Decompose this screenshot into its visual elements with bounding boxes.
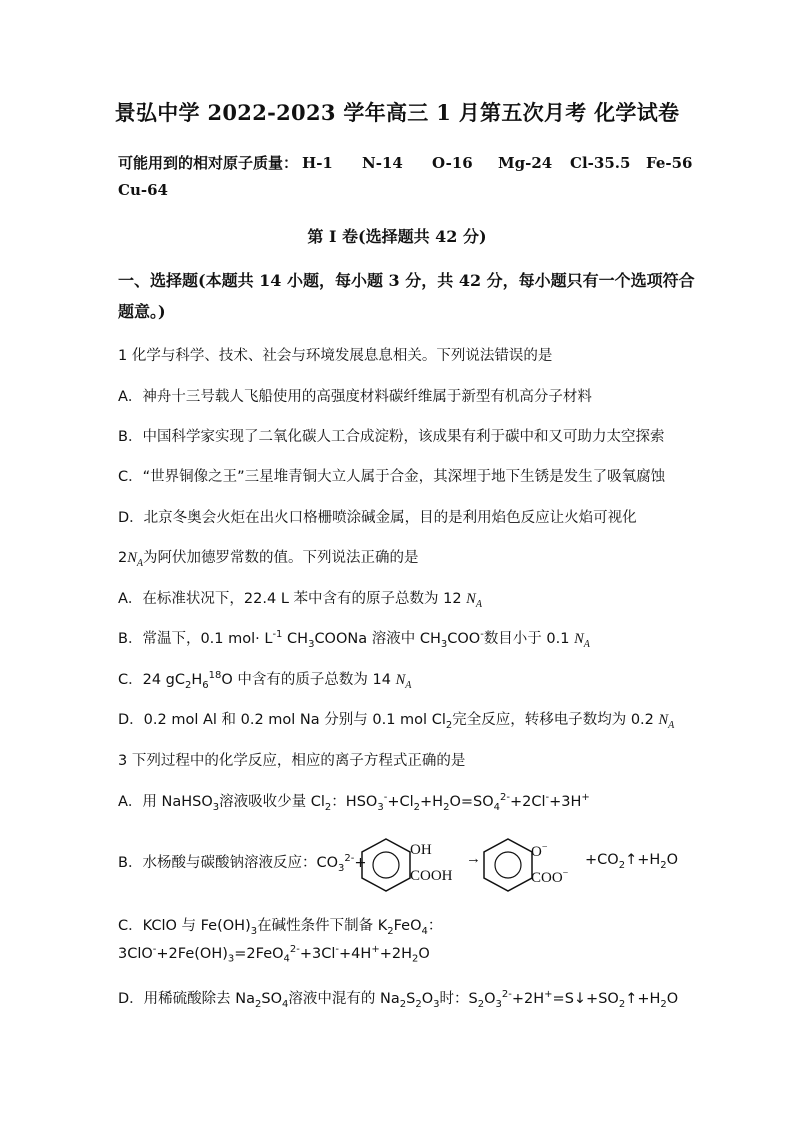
section-heading-line2: 题意。): [118, 302, 166, 321]
q3-option-b-products: $+CO_2↑+H_2O$: [585, 852, 679, 871]
q3-option-c-equation: $3ClO^-+2Fe(OH)_3=2FeO_4^{2-}+3Cl^-+4H^++2H_2O$: [118, 944, 430, 965]
oh-group-label: OH: [410, 842, 432, 858]
q1-stem: 1 化学与科学、技术、社会与环境发展息息相关。下列说法错误的是: [118, 348, 553, 364]
atomic-masses-label: 可能用到的相对原子质量：: [118, 154, 299, 172]
q3-option-c: C．KClO 与 $Fe(OH)_3$在碱性条件下制备 $K_2FeO_4$：: [118, 918, 443, 937]
q2-option-c: C．24 $gC_2H_6^{18}O$ 中含有的质子总数为 14 $N_A$: [118, 670, 412, 691]
mass-mg: Mg-24: [498, 154, 553, 172]
section-heading-line1: 一、选择题(本题共 14 小题，每小题 3 分，共 42 分，每小题只有一个选项符合: [118, 271, 695, 290]
q1-option-b: B．中国科学家实现了二氧化碳人工合成淀粉，该成果有利于碳中和又可助力太空探索: [118, 429, 665, 445]
q3-option-d: D．用稀硫酸除去 $Na_2SO_4$溶液中混有的 $Na_2S_2O_3$时：$S_2O_3^{2-}+2H^+=S↓+SO_2↑+H_2O$: [118, 989, 679, 1010]
q1-option-c: C．“世界铜像之王”三星堆青铜大立人属于合金，其深埋于地下生锈是发生了吸氧腐蚀: [118, 469, 666, 485]
mass-cl: Cl-35.5: [570, 154, 631, 172]
q3-option-b-label: B．水杨酸与碳酸钠溶液反应：$CO_3^{2-}+$: [118, 853, 367, 874]
q2-option-b: B．常温下，0.1 $mol\cdot L^{-1}$ $CH_3COONa$ 溶液中 $CH_3COO^-$数目小于 0.1 $N_A$: [118, 629, 590, 650]
part-title: 第 I 卷(选择题共 42 分): [307, 227, 487, 246]
q2-stem: $2N_A$为阿伏加德罗常数的值。下列说法正确的是: [118, 550, 419, 569]
q1-option-a: A．神舟十三号载人飞船使用的高强度材料碳纤维属于新型有机高分子材料: [118, 389, 592, 405]
salicylate-ring: [478, 836, 538, 892]
page-title: 景弘中学 2022-2023 学年高三 1 月第五次月考 化学试卷: [114, 100, 680, 125]
cooh-group-label: COOH: [410, 868, 453, 884]
salicylic-acid-ring: [356, 836, 416, 892]
reaction-arrow: →: [466, 851, 481, 867]
atomic-masses-line: [118, 152, 693, 173]
mass-cu: Cu-64: [118, 181, 168, 199]
coo-minus-label: COO−: [531, 868, 569, 886]
mass-n: N-14: [362, 154, 403, 172]
mass-h: H-1: [302, 154, 333, 172]
q2-option-a: A．在标准状况下，22.4 L 苯中含有的原子总数为 12 $N_A$: [118, 591, 482, 610]
q3-option-a: A．用 NaHSO$_3$溶液吸收少量 $Cl_2$：$HSO_3^-+Cl_2+H_2O=SO_4^{2-}+2Cl^-+3H^+$: [118, 792, 590, 813]
q2-option-d: D．0.2 mol Al 和 0.2 mol Na 分别与 0.1 mol $Cl_2$完全反应，转移电子数均为 0.2 $N_A$: [118, 712, 675, 731]
mass-o: O-16: [432, 154, 473, 172]
o-minus-label: O−: [531, 842, 548, 860]
q1-option-d: D．北京冬奥会火炬在出火口格栅喷涂碱金属，目的是利用焰色反应让火焰可视化: [118, 510, 637, 526]
mass-fe: Fe-56: [646, 154, 693, 172]
q3-stem: 3 下列过程中的化学反应，相应的离子方程式正确的是: [118, 753, 466, 769]
